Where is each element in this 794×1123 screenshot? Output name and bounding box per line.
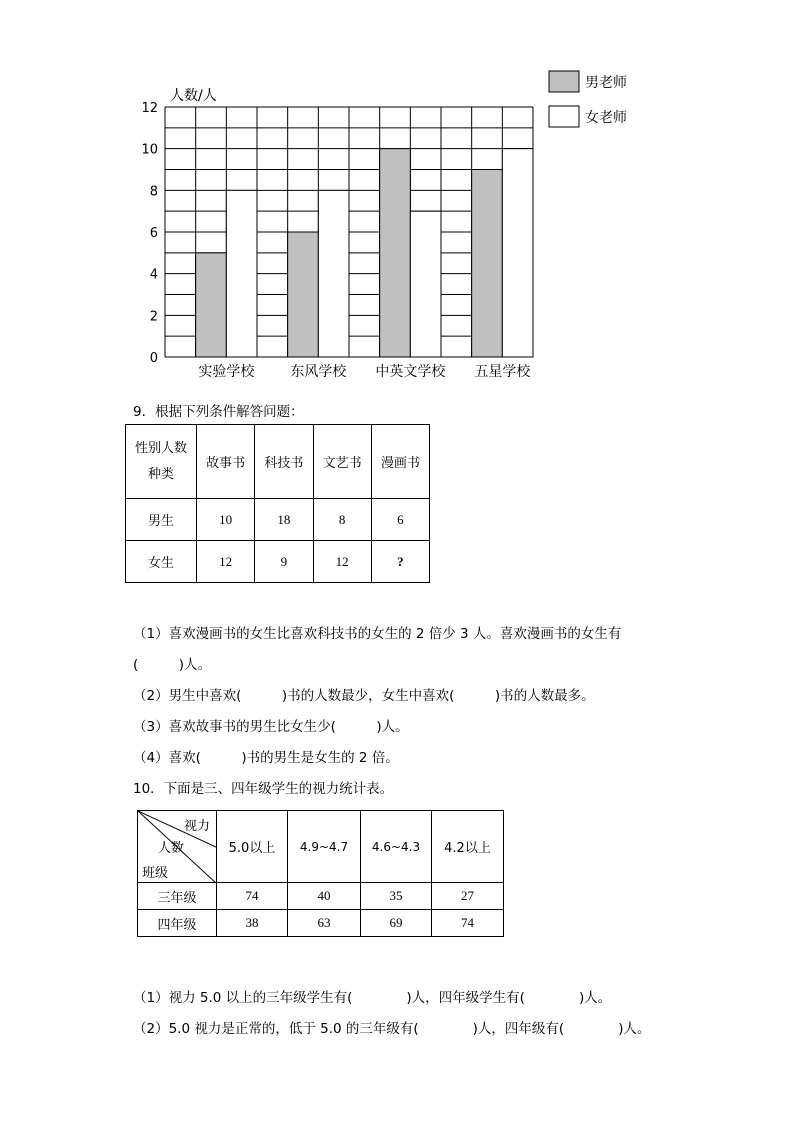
q10-col-header: 4.9~4.7 [288,811,361,883]
q9-row-boys [126,499,430,541]
q10-col-header: 5.0以上 [217,811,288,883]
q9-sub3: （3）喜欢故事书的男生比女生少( )人。 [133,719,409,735]
y-tick-label: 0 [149,351,158,366]
bar [288,232,319,357]
q10-col-header: 4.6~4.3 [361,811,432,883]
legend-swatch [549,106,579,127]
q9-table [125,424,430,583]
q9-col-header: 科技书 [255,425,313,499]
q9-corner-cell [126,425,197,499]
q9-sub1-line2: ( )人。 [133,657,212,673]
q9-cell: 9 [255,541,313,583]
y-tick-label: 4 [149,267,158,283]
legend-label: 女老师 [585,110,627,126]
x-category-label: 实验学校 [198,364,255,380]
q9-col-header: 漫画书 [371,425,429,499]
q9-cell: 8 [313,499,371,541]
x-category-label: 五星学校 [474,364,531,380]
q10-corner-top: 视力 [184,819,211,834]
q9-row-label: 男生 [126,499,197,541]
q10-corner-middle: 人数 [158,841,185,856]
q9-sub4: （4）喜欢( )书的男生是女生的 2 倍。 [133,750,399,766]
q10-sub1: （1）视力 5.0 以上的三年级学生有( )人，四年级学生有( )人。 [133,990,612,1006]
q9-col-header: 故事书 [197,425,255,499]
y-tick-label: 6 [149,226,158,241]
q9-sub1-line1: （1）喜欢漫画书的女生比喜欢科技书的女生的 2 倍少 3 人。喜欢漫画书的女生有 [133,626,622,642]
y-tick-label: 8 [149,184,158,200]
y-axis-label: 人数/人 [170,88,217,104]
bar [318,190,349,357]
bar [410,211,441,357]
q10-corner-cell [138,811,217,883]
q10-cell: 69 [361,910,432,937]
q9-cell: 6 [371,499,429,541]
y-tick-label: 10 [141,142,158,158]
q9-row-girls [126,541,430,583]
q9-corner-line1: 性别人数 [134,440,187,456]
bar [380,149,411,357]
q10-cell: 74 [217,883,288,910]
q9-sub2: （2）男生中喜欢( )书的人数最少，女生中喜欢( )书的人数最多。 [133,688,595,704]
q10-cell: 38 [217,910,288,937]
q9-corner-line2: 种类 [147,466,174,482]
x-category-label: 中英文学校 [375,364,446,380]
q9-row-label: 女生 [126,541,197,583]
y-tick-label: 2 [149,309,158,325]
q10-sub2: （2）5.0 视力是正常的，低于 5.0 的三年级有( )人，四年级有( )人。 [133,1021,651,1037]
bar [226,190,257,357]
bar [472,170,503,358]
q10-cell: 35 [361,883,432,910]
teacher-bar-chart [0,0,794,395]
q9-cell: 10 [197,499,255,541]
q10-row-label: 四年级 [138,910,217,937]
q9-cell: 12 [313,541,371,583]
q10-title: 10．下面是三、四年级学生的视力统计表。 [133,781,394,797]
x-category-label: 东风学校 [290,364,347,380]
bar [502,149,533,357]
q9-cell: 12 [197,541,255,583]
q10-cell: 63 [288,910,361,937]
y-tick-label: 12 [141,101,158,116]
q9-col-header: 文艺书 [313,425,371,499]
q10-cell: 74 [432,910,504,937]
bar [196,253,227,357]
q10-cell: 40 [288,883,361,910]
q10-row-grade4 [138,910,504,937]
q10-col-header: 4.2以上 [432,811,504,883]
legend-swatch [549,71,579,92]
q10-corner-bottom: 班级 [142,866,169,881]
q10-cell: 27 [432,883,504,910]
q9-cell-unknown: ? [371,541,429,583]
legend-label: 男老师 [585,75,627,91]
q10-row-grade3 [138,883,504,910]
q10-table [137,810,504,937]
q9-cell: 18 [255,499,313,541]
q10-row-label: 三年级 [138,883,217,910]
q9-title: 9．根据下列条件解答问题： [133,404,304,420]
